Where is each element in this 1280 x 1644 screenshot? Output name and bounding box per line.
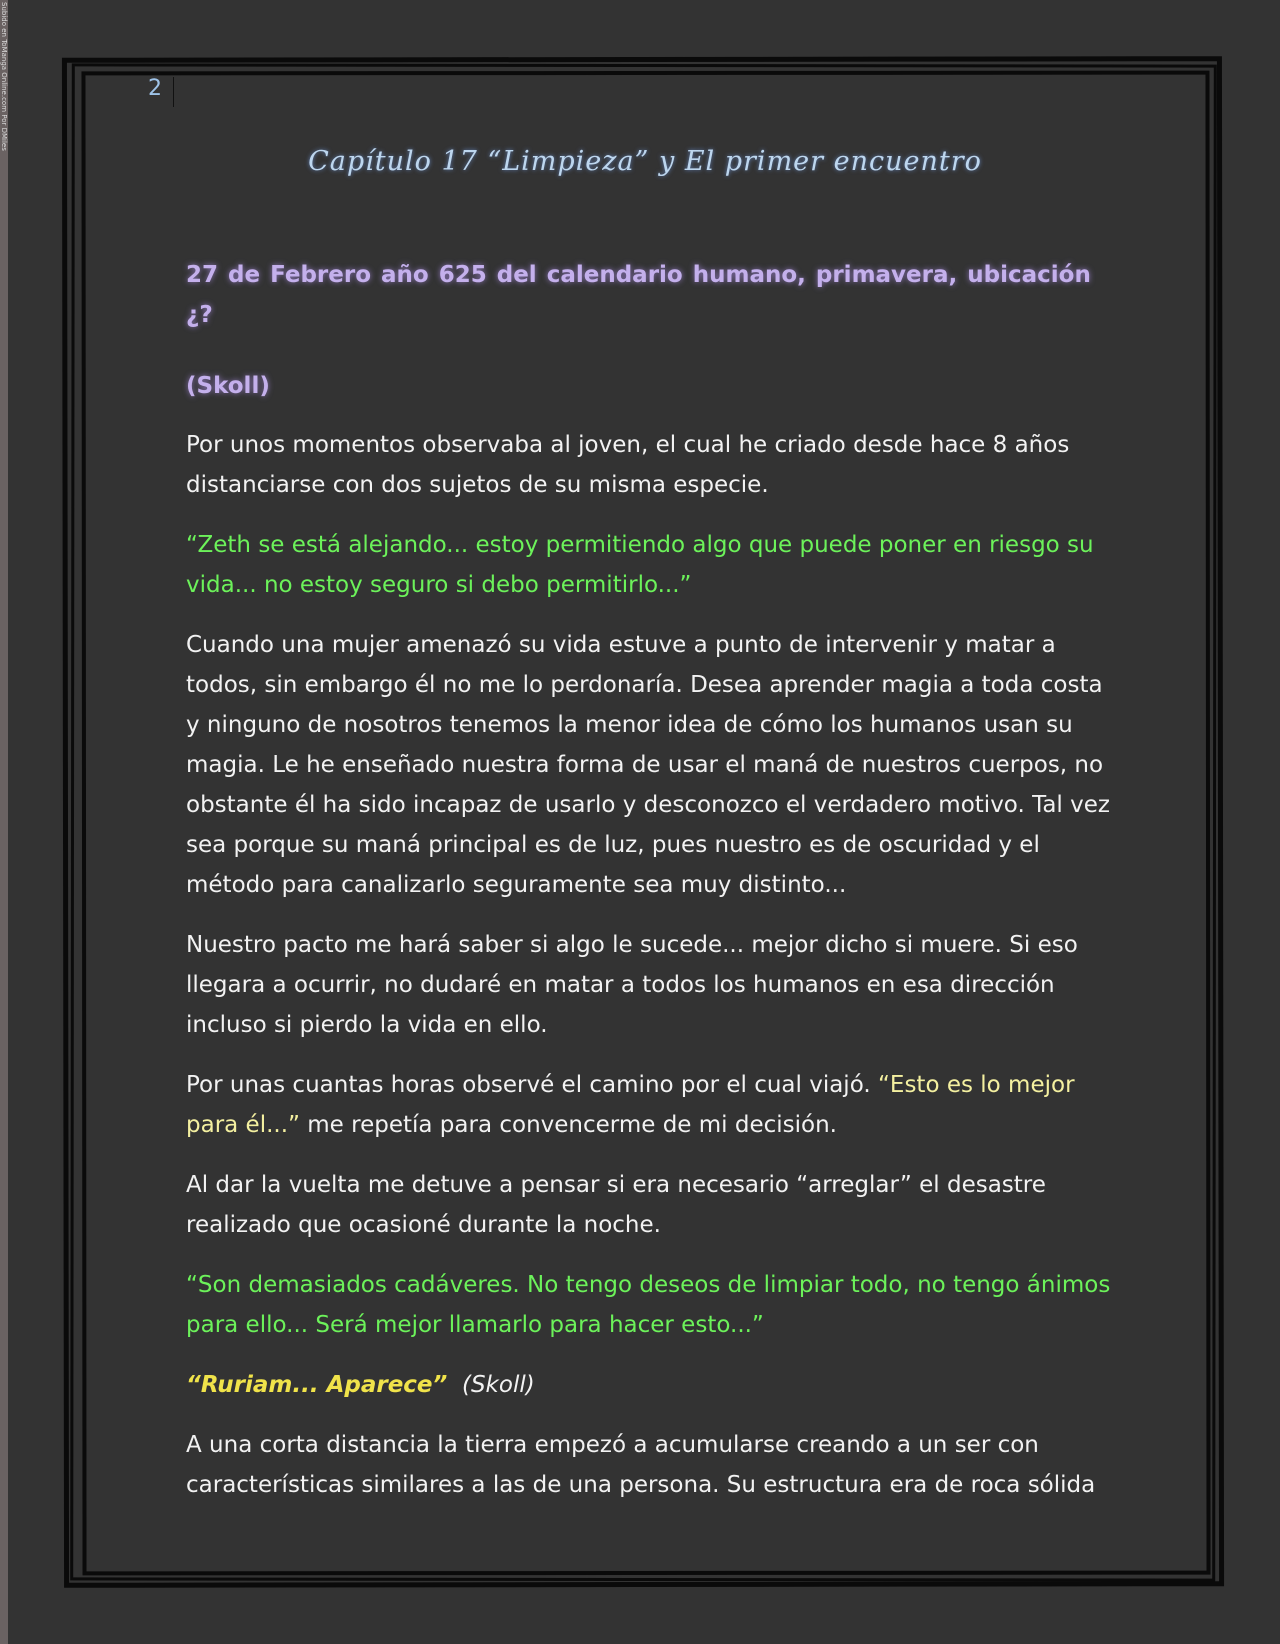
speaker-heading: (Skoll) <box>186 373 270 399</box>
page-number: 2 <box>148 76 162 101</box>
page-number-divider <box>173 77 174 107</box>
paragraph-narration-6: A una corta distancia la tierra empezó a acumularse creando a un ser con características similares a las de una persona. Su estructura era de roca sólida <box>186 1432 1096 1498</box>
narration-text: Por unas cuantas horas observé el camino por el cual viajó. <box>186 1072 878 1098</box>
invocation-speaker: (Skoll) <box>461 1372 535 1398</box>
paragraph-narration-5: Al dar la vuelta me detuve a pensar si era necesario “arreglar” el desastre realizado que ocasioné durante la noche. <box>186 1172 1046 1238</box>
chapter-body <box>186 255 1121 1525</box>
paragraph-invocation <box>186 1365 1121 1405</box>
chapter-title: Capítulo 17 “Limpieza” y El primer encuentro <box>308 146 982 177</box>
narration-text: me repetía para convencerme de mi decisión. <box>299 1112 837 1138</box>
paragraph-narration-2: Cuando una mujer amenazó su vida estuve a punto de intervenir y matar a todos, sin embargo él no me lo perdonaría. Desea aprender magia a toda costa y ninguno de nosotros tenemos la menor idea de cómo los humanos usan su magia. Le he enseñado nuestra forma de usar el maná de nuestros cuerpos, no obstante él ha sido incapaz de usarlo y desconozco el verdadero motivo. Tal vez sea porque su maná principal es de luz, pues nuestro es de oscuridad y el método para canalizarlo seguramente sea muy distinto... <box>186 632 1110 898</box>
paragraph-thought-2: “Son demasiados cadáveres. No tengo deseos de limpiar todo, no tengo ánimos para ello... Será mejor llamarlo para hacer esto...” <box>186 1272 1111 1338</box>
watermark-text: Subido en ToManga Online.com Por DMiles <box>0 2 8 151</box>
date-heading: 27 de Febrero año 625 del calendario humano, primavera, ubicación ¿? <box>186 262 1091 328</box>
paragraph-narration-1: Por unos momentos observaba al joven, el cual he criado desde hace 8 años distanciarse con dos sujetos de su misma especie. <box>186 432 1070 498</box>
paragraph-narration-3: Nuestro pacto me hará saber si algo le sucede... mejor dicho si muere. Si eso llegara a ocurrir, no dudaré en matar a todos los humanos en esa dirección incluso si pierdo la vida en ello. <box>186 932 1078 1038</box>
paragraph-narration-4 <box>186 1065 1121 1145</box>
invocation-quote: “Ruriam... Aparece” <box>186 1372 448 1398</box>
speech-quote: “Esto es lo mejor para él...” <box>186 1072 1075 1138</box>
side-strip <box>0 0 8 1644</box>
paragraph-thought-1: “Zeth se está alejando... estoy permitiendo algo que puede poner en riesgo su vida... no estoy seguro si debo permitirlo...” <box>186 532 1094 598</box>
